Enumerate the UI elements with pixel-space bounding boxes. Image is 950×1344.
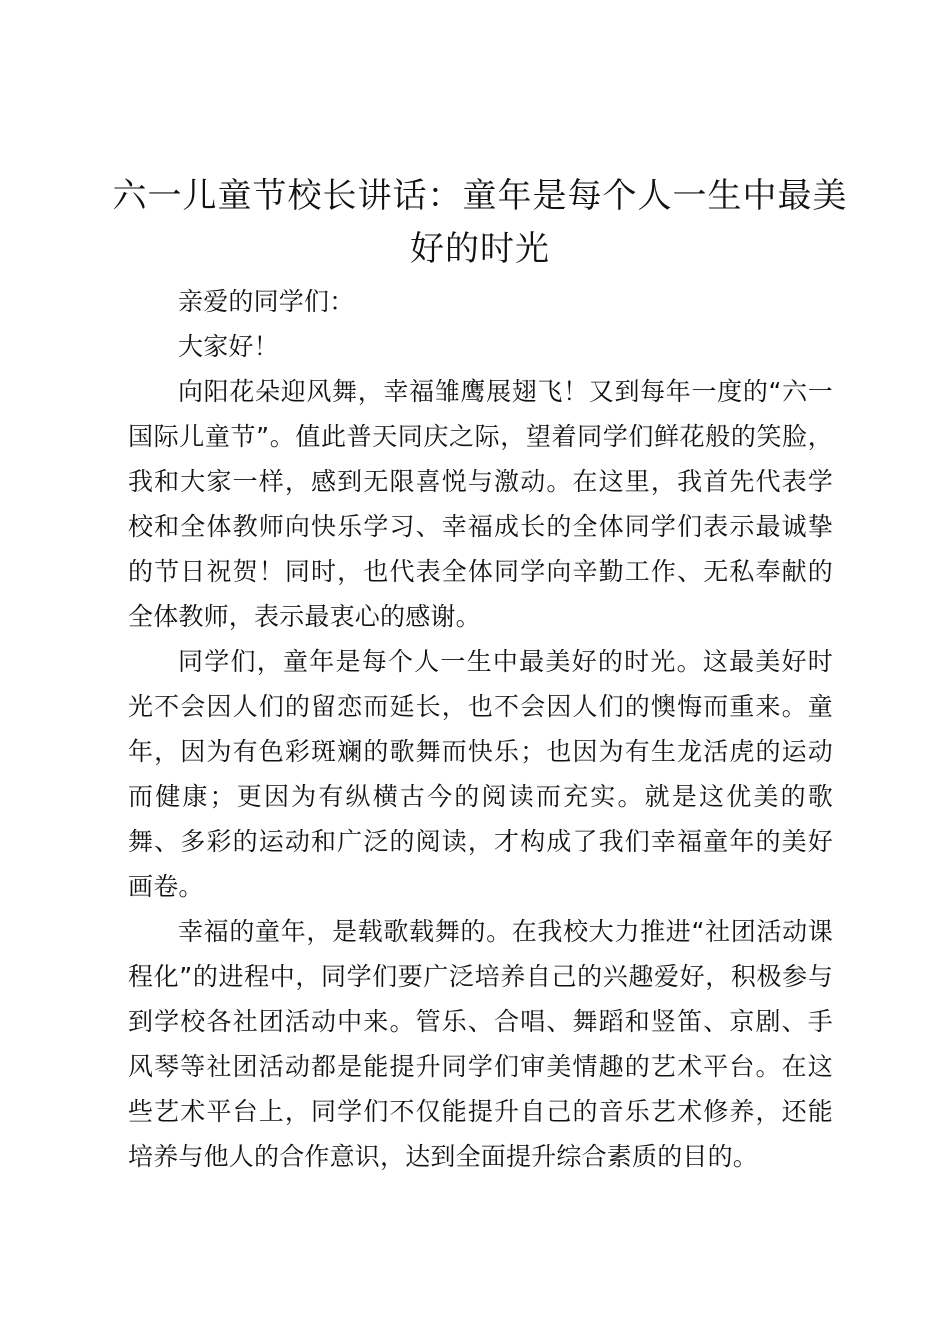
document-title: 六一儿童节校长讲话：童年是每个人一生中最美好的时光 bbox=[112, 176, 848, 269]
body-paragraph: 幸福的童年，是载歌载舞的。在我校大力推进“社团活动课程化”的进程中，同学们要广泛培养自己的兴趣爱好，积极参与到学校各社团活动中来。管乐、合唱、舞蹈和竖笛、京剧、手风琴等社团活动都是能提升同学们审美情趣的艺术平台。在这些艺术平台上，同学们不仅能提升自己的音乐艺术修养，还能培养与他人的合作意识，达到全面提升综合素质的目的。 bbox=[128, 917, 833, 1171]
body-paragraph: 同学们，童年是每个人一生中最美好的时光。这最美好时光不会因人们的留恋而延长，也不会因人们的懊悔而重来。童年，因为有色彩斑斓的歌舞而快乐；也因为有生龙活虎的运动而健康；更因为有纵横古今的阅读而充实。就是这优美的歌舞、多彩的运动和广泛的阅读，才构成了我们幸福童年的美好画卷。 bbox=[128, 647, 833, 901]
document-body bbox=[128, 279, 833, 1179]
body-paragraph: 向阳花朵迎风舞，幸福雏鹰展翅飞！又到每年一度的“六一国际儿童节”。值此普天同庆之际，望着同学们鲜花般的笑脸，我和大家一样，感到无限喜悦与激动。在这里，我首先代表学校和全体教师向快乐学习、幸福成长的全体同学们表示最诚挚的节日祝贺！同时，也代表全体同学向辛勤工作、无私奉献的全体教师，表示最衷心的感谢。 bbox=[128, 377, 833, 631]
salutation: 亲爱的同学们： bbox=[178, 287, 355, 316]
greeting: 大家好！ bbox=[178, 332, 279, 361]
